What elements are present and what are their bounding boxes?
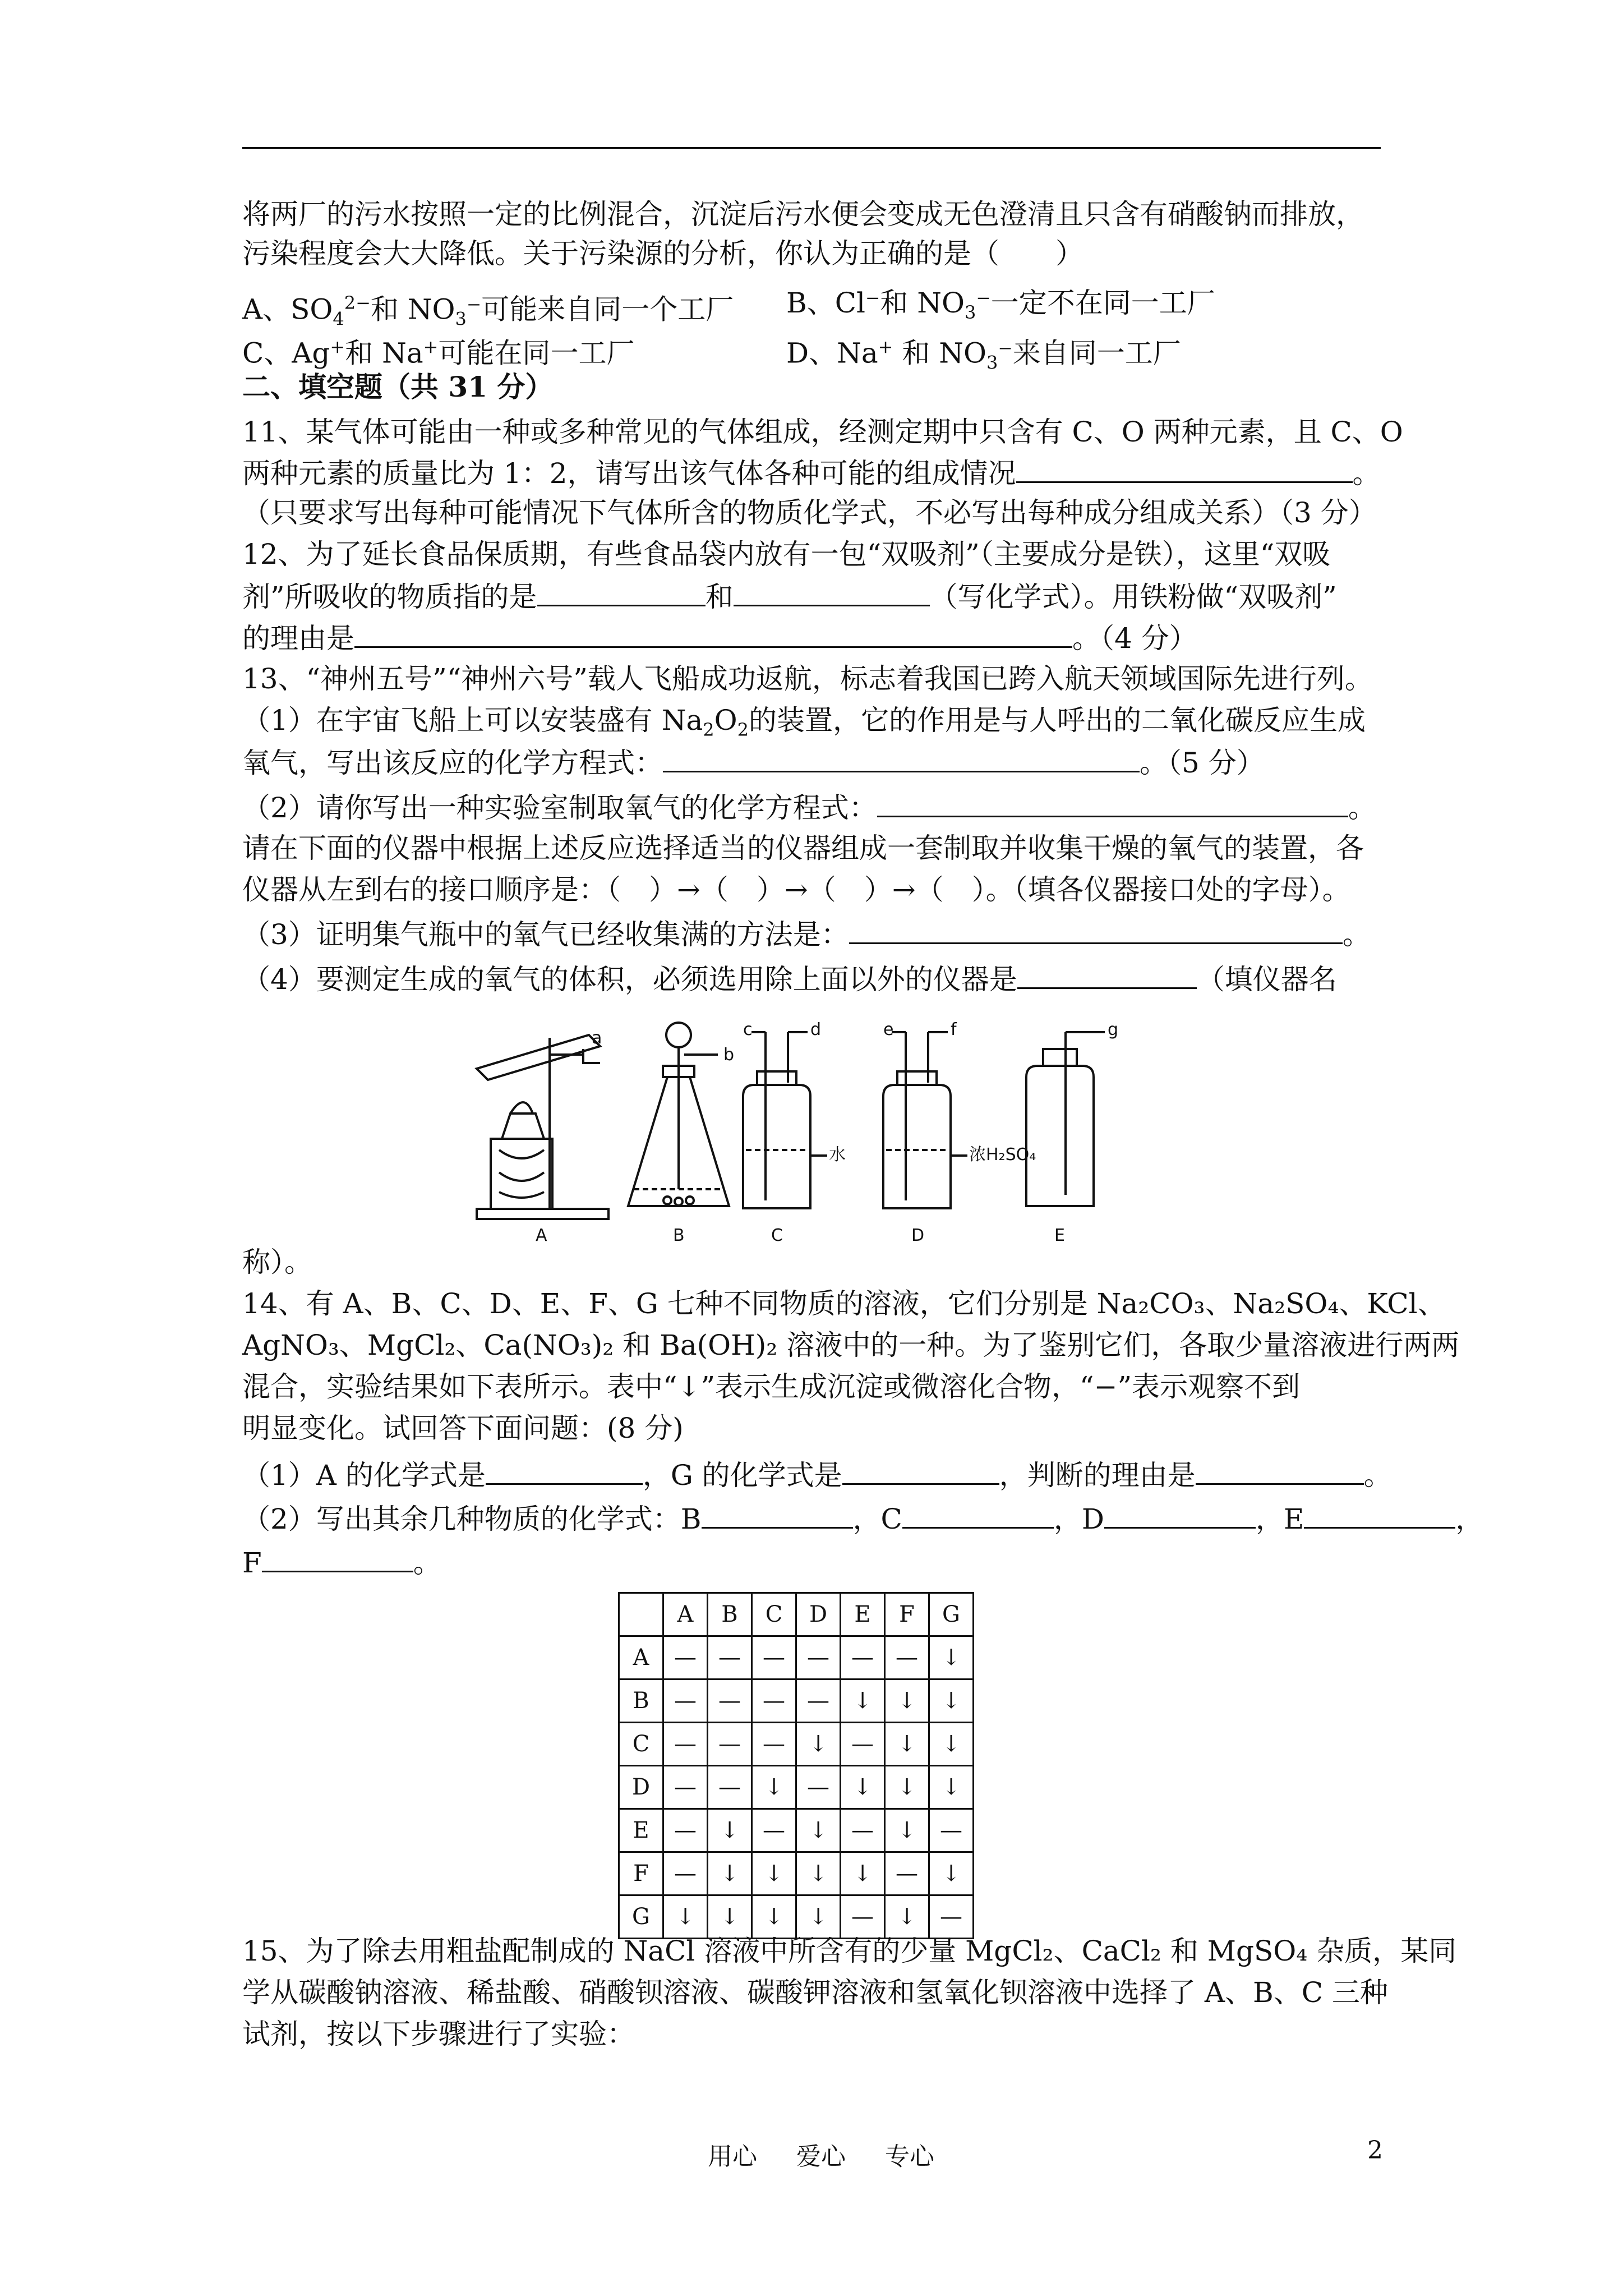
apparatus-label: D bbox=[911, 1226, 925, 1245]
page-number: 2 bbox=[1367, 2136, 1383, 2165]
table-cell: — bbox=[929, 1895, 974, 1939]
option-b: B、Cl⁻和 $NO_3^-$一定不在同一工厂 bbox=[786, 287, 1215, 323]
table-cell: A bbox=[663, 1593, 708, 1636]
answer-blank[interactable] bbox=[842, 1457, 999, 1485]
table-cell: G bbox=[619, 1895, 663, 1939]
table-cell: — bbox=[708, 1680, 752, 1723]
table-cell: ↓ bbox=[663, 1895, 708, 1939]
table-cell: — bbox=[841, 1723, 885, 1766]
text-line: F 。 bbox=[242, 1545, 1392, 1580]
table-cell: — bbox=[885, 1852, 929, 1895]
table-cell: ↓ bbox=[929, 1766, 974, 1809]
table-cell: ↓ bbox=[885, 1723, 929, 1766]
port-label: e bbox=[883, 1020, 894, 1039]
text-line: 15、为了除去用粗盐配制成的 NaCl 溶液中所含有的少量 MgCl₂、CaCl₂ 和 MgSO₄ 杂质，某同 bbox=[242, 1935, 1457, 1967]
text-line: 将两厂的污水按照一定的比例混合，沉淀后污水便会变成无色澄清且只含有硝酸钠而排放， bbox=[242, 198, 1364, 231]
table-cell: ↓ bbox=[885, 1809, 929, 1852]
table-row bbox=[619, 1766, 974, 1809]
port-label: f bbox=[951, 1020, 957, 1039]
text-line: 14、有 A、B、C、D、E、F、G 七种不同物质的溶液，它们分别是 Na₂CO₃、Na₂SO₄、KCl、 bbox=[242, 1287, 1446, 1320]
option-d: D、Na+ 和 $NO_3^-$来自同一工厂 bbox=[786, 336, 1181, 374]
text-line: 混合，实验结果如下表所示。表中“↓”表示生成沉淀或微溶化合物，“−”表示观察不到 bbox=[242, 1370, 1301, 1403]
text-line: （2）写出其余几种物质的化学式：B ，C ，D ，E ， bbox=[242, 1501, 1392, 1536]
option-a: A、$SO_4^{2-}$和 $NO_3^-$可能来自同一个工厂 bbox=[242, 292, 734, 330]
text-line: （4）要测定生成的氧气的体积，必须选用除上面以外的仪器是 （填仪器名 bbox=[242, 961, 1392, 996]
table-cell: ↓ bbox=[885, 1766, 929, 1809]
text-line: （1）在宇宙飞船上可以安装盛有 $Na_2O_2$的装置，它的作用是与人呼出的二氧化碳反应生成 bbox=[242, 704, 1366, 740]
answer-blank[interactable] bbox=[849, 917, 1343, 944]
table-cell: — bbox=[663, 1852, 708, 1895]
table-row bbox=[619, 1680, 974, 1723]
footer-slogan: 专心 bbox=[885, 2142, 934, 2171]
table-cell: — bbox=[796, 1636, 841, 1680]
table-cell: ↓ bbox=[708, 1895, 752, 1939]
table-cell: ↓ bbox=[929, 1680, 974, 1723]
table-cell: — bbox=[663, 1680, 708, 1723]
text-line: 氧气，写出该反应的化学方程式： 。（5 分） bbox=[242, 745, 1392, 780]
table-cell: C bbox=[752, 1593, 796, 1636]
table-row bbox=[619, 1852, 974, 1895]
table-cell: — bbox=[841, 1809, 885, 1852]
text-line: AgNO₃、MgCl₂、Ca(NO₃)₂ 和 Ba(OH)₂ 溶液中的一种。为了鉴别它们，各取少量溶液进行两两 bbox=[242, 1329, 1460, 1361]
table-cell: — bbox=[841, 1636, 885, 1680]
apparatus-label: E bbox=[1054, 1226, 1065, 1245]
table-cell: G bbox=[929, 1593, 974, 1636]
table-cell: — bbox=[663, 1723, 708, 1766]
answer-blank[interactable] bbox=[734, 579, 930, 606]
header-rule bbox=[242, 147, 1381, 149]
table-cell: — bbox=[752, 1636, 796, 1680]
port-label: b bbox=[723, 1045, 735, 1065]
answer-blank[interactable] bbox=[262, 1545, 413, 1572]
table-cell: B bbox=[619, 1680, 663, 1723]
port-label: a bbox=[592, 1028, 602, 1048]
table-cell: ↓ bbox=[796, 1852, 841, 1895]
table-cell: ↓ bbox=[929, 1636, 974, 1680]
text-line: 仪器从左到右的接口顺序是：（ ）→（ ）→（ ）→（ ）。（填各仪器接口处的字母）。 bbox=[242, 873, 1350, 906]
table-cell: C bbox=[619, 1723, 663, 1766]
table-row bbox=[619, 1809, 974, 1852]
table-cell: E bbox=[841, 1593, 885, 1636]
table-cell: — bbox=[708, 1723, 752, 1766]
table-row bbox=[619, 1636, 974, 1680]
text-line: （3）证明集气瓶中的氧气已经收集满的方法是： 。 bbox=[242, 917, 1392, 951]
table-cell: ↓ bbox=[841, 1766, 885, 1809]
text-line: 12、为了延长食品保质期，有些食品袋内放有一包“双吸剂”（主要成分是铁），这里“双吸 bbox=[242, 538, 1331, 570]
acid-label: 浓H₂SO₄ bbox=[969, 1145, 1036, 1165]
answer-blank[interactable] bbox=[354, 620, 1072, 648]
table-cell bbox=[619, 1593, 663, 1636]
answer-blank[interactable] bbox=[1196, 1457, 1364, 1485]
apparatus-label: B bbox=[673, 1226, 685, 1245]
text-line: 明显变化。试回答下面问题：(8 分) bbox=[242, 1412, 684, 1444]
table-cell: ↓ bbox=[841, 1852, 885, 1895]
table-cell: — bbox=[708, 1766, 752, 1809]
port-label: g bbox=[1108, 1020, 1119, 1039]
table-cell: — bbox=[796, 1766, 841, 1809]
table-cell: — bbox=[708, 1636, 752, 1680]
text-line: 11、某气体可能由一种或多种常见的气体组成，经测定期中只含有 C、O 两种元素，且 C、O bbox=[242, 416, 1403, 448]
table-cell: — bbox=[796, 1680, 841, 1723]
answer-blank[interactable] bbox=[1304, 1501, 1455, 1529]
table-cell: — bbox=[841, 1895, 885, 1939]
port-label: c bbox=[743, 1020, 753, 1039]
text-line: 称）。 bbox=[242, 1246, 312, 1278]
table-cell: ↓ bbox=[796, 1723, 841, 1766]
port-label: d bbox=[810, 1020, 822, 1039]
table-cell: F bbox=[619, 1852, 663, 1895]
text-line: （2）请你写出一种实验室制取氧气的化学方程式： 。 bbox=[242, 790, 1392, 825]
text-line: 试剂，按以下步骤进行了实验： bbox=[242, 2018, 635, 2050]
answer-blank[interactable] bbox=[663, 745, 1140, 772]
stand-base bbox=[477, 1209, 608, 1219]
table-cell: A bbox=[619, 1636, 663, 1680]
apparatus-label: A bbox=[536, 1226, 547, 1245]
table-cell: ↓ bbox=[796, 1895, 841, 1939]
table-cell: ↓ bbox=[708, 1852, 752, 1895]
table-cell: ↓ bbox=[929, 1852, 974, 1895]
table-cell: D bbox=[619, 1766, 663, 1809]
table-cell: — bbox=[885, 1636, 929, 1680]
reaction-table bbox=[618, 1592, 974, 1939]
table-cell: — bbox=[752, 1809, 796, 1852]
table-cell: — bbox=[752, 1723, 796, 1766]
footer-slogan: 用心 bbox=[708, 2142, 757, 2171]
answer-blank[interactable] bbox=[1017, 961, 1197, 989]
option-c: C、Ag+和 Na+可能在同一工厂 bbox=[242, 336, 635, 370]
text-line: 13、“神州五号”“神州六号”载人飞船成功返航，标志着我国已跨入航天领域国际先进行列。 bbox=[242, 662, 1373, 695]
table-row bbox=[619, 1723, 974, 1766]
text-line: 学从碳酸钠溶液、稀盐酸、硝酸钡溶液、碳酸钾溶液和氢氧化钡溶液中选择了 A、B、C 三种 bbox=[242, 1976, 1388, 2009]
table-cell: D bbox=[796, 1593, 841, 1636]
table-cell: F bbox=[885, 1593, 929, 1636]
table-cell: E bbox=[619, 1809, 663, 1852]
answer-blank[interactable] bbox=[877, 790, 1348, 817]
text-line: 的理由是 。（4 分） bbox=[242, 620, 1392, 655]
table-cell: — bbox=[663, 1636, 708, 1680]
apparatus-figure bbox=[465, 1010, 1262, 1245]
table-cell: ↓ bbox=[752, 1766, 796, 1809]
table-cell: — bbox=[663, 1766, 708, 1809]
table-cell: ↓ bbox=[841, 1680, 885, 1723]
answer-blank[interactable] bbox=[1104, 1501, 1256, 1529]
text-line: 请在下面的仪器中根据上述反应选择适当的仪器组成一套制取并收集干燥的氧气的装置，各 bbox=[242, 832, 1364, 864]
table-cell: ↓ bbox=[708, 1809, 752, 1852]
answer-blank[interactable] bbox=[1016, 455, 1353, 483]
table-cell: ↓ bbox=[885, 1680, 929, 1723]
answer-blank[interactable] bbox=[537, 579, 706, 606]
text-line: 剂”所吸收的物质指的是 和 （写化学式）。用铁粉做“双吸剂” bbox=[242, 579, 1392, 614]
answer-blank[interactable] bbox=[702, 1501, 853, 1529]
table-cell: ↓ bbox=[885, 1895, 929, 1939]
text-line: （1）A 的化学式是 ，G 的化学式是 ，判断的理由是 。 bbox=[242, 1457, 1392, 1492]
text-line: 两种元素的质量比为 1：2，请写出该气体各种可能的组成情况 。 bbox=[242, 455, 1392, 490]
footer-slogan: 爱心 bbox=[796, 2142, 846, 2171]
apparatus-label: C bbox=[771, 1226, 783, 1245]
table-cell: ↓ bbox=[796, 1809, 841, 1852]
table-cell: ↓ bbox=[752, 1895, 796, 1939]
table-cell: ↓ bbox=[929, 1723, 974, 1766]
table-header-row bbox=[619, 1593, 974, 1636]
text-line: （只要求写出每种可能情况下气体所含的物质化学式，不必写出每种成分组成关系）（3 分） bbox=[242, 496, 1377, 529]
answer-blank[interactable] bbox=[486, 1457, 643, 1485]
table-cell: ↓ bbox=[752, 1852, 796, 1895]
table-cell: — bbox=[929, 1809, 974, 1852]
table-cell: — bbox=[752, 1680, 796, 1723]
table-row bbox=[619, 1895, 974, 1939]
table-cell: — bbox=[663, 1809, 708, 1852]
water-label: 水 bbox=[829, 1145, 846, 1165]
section-heading: 二、填空题（共 31 分） bbox=[242, 370, 554, 403]
table-cell: B bbox=[708, 1593, 752, 1636]
text-line: 污染程度会大大降低。关于污染源的分析，你认为正确的是（ ） bbox=[242, 237, 1083, 270]
answer-blank[interactable] bbox=[902, 1501, 1054, 1529]
